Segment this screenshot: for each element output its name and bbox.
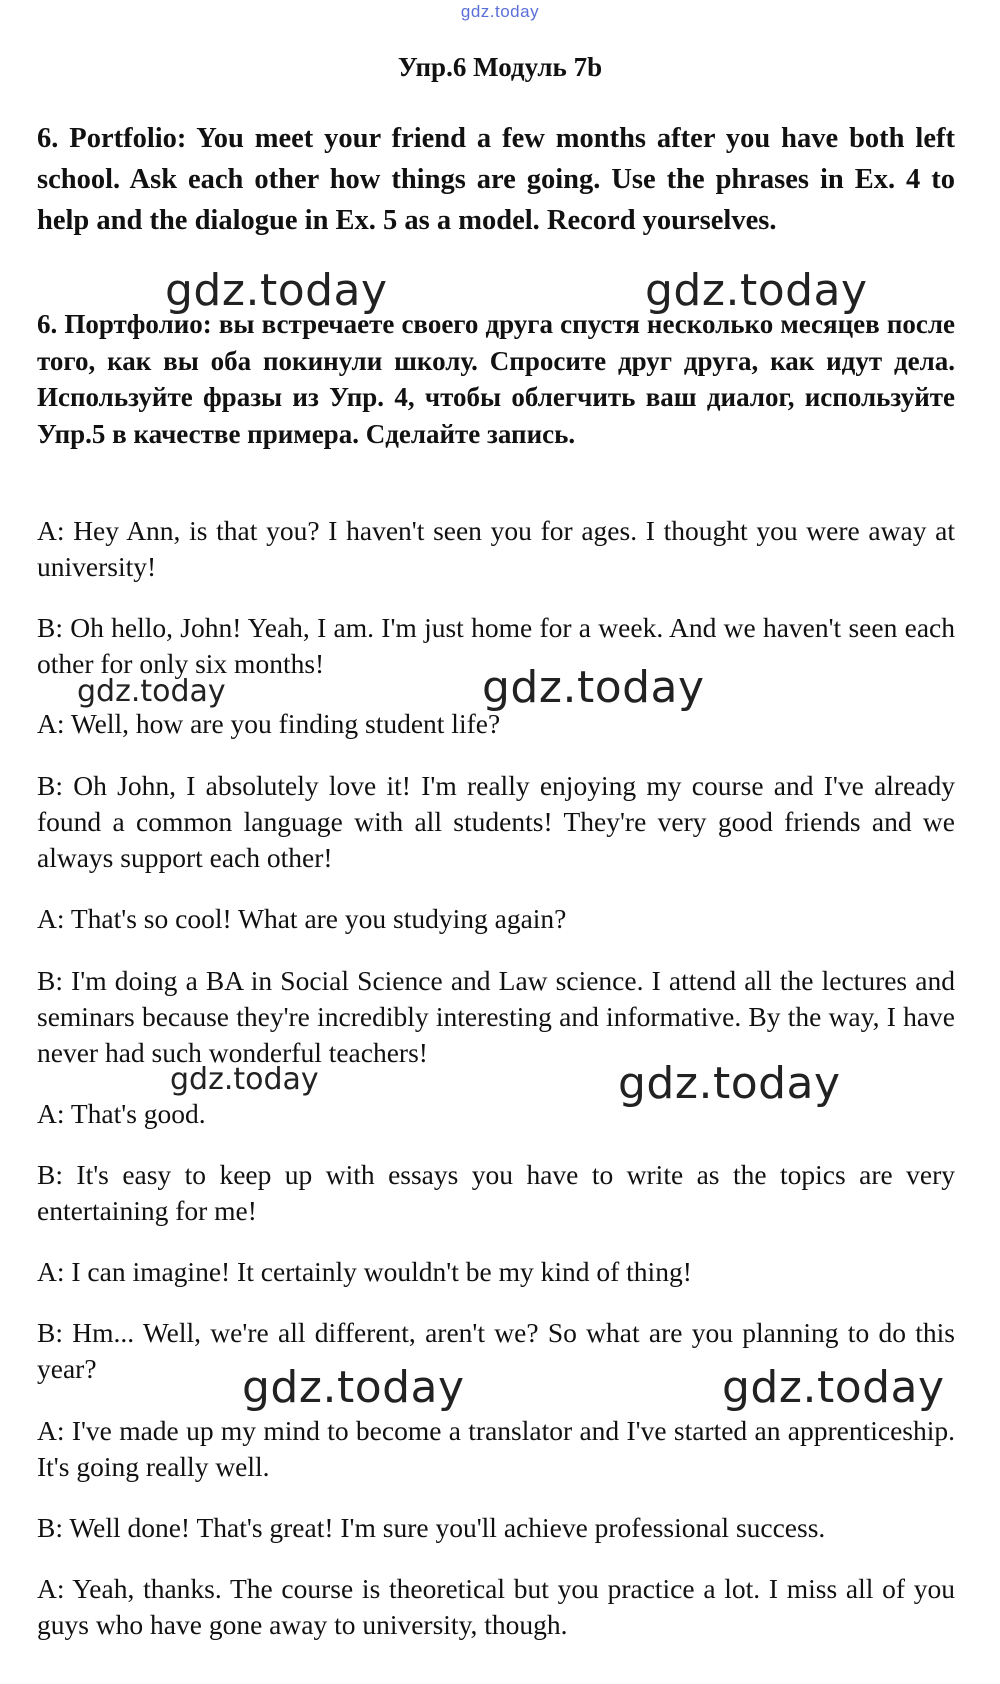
dialogue-line: B: Oh John, I absolutely love it! I'm really enjoying my course and I've already found a common language with all students! They're very good friends and we always support each other! <box>37 770 955 873</box>
watermark: gdz.today <box>170 1062 319 1097</box>
watermark: gdz.today <box>645 265 868 316</box>
dialogue-line: A: That's so cool! What are you studying again? <box>37 903 567 934</box>
task-english: 6. Portfolio: You meet your friend a few months after you have both left school. Ask each other how things are going. Use the phrases in Ex. 4 to help and the dialogue in Ex. 5 as a model. Record yourselves. <box>37 123 955 236</box>
page-title: Упр.6 Модуль 7b <box>397 52 603 82</box>
watermark: gdz.today <box>482 662 705 713</box>
watermark: gdz.today <box>165 265 388 316</box>
dialogue-line: A: Yeah, thanks. The course is theoretical but you practice a lot. I miss all of you guys who have gone away to university, though. <box>37 1573 955 1640</box>
dialogue-line: B: I'm doing a BA in Social Science and Law science. I attend all the lectures and seminars because they're incredibly interesting and informative. By the way, I have never had such wonderful teachers! <box>37 965 955 1068</box>
dialogue-line: B: It's easy to keep up with essays you have to write as the topics are very entertaining for me! <box>37 1159 955 1226</box>
dialogue-line: A: I've made up my mind to become a translator and I've started an apprenticeship. It's going really well. <box>37 1415 955 1482</box>
dialogue-line: A: I can imagine! It certainly wouldn't be my kind of thing! <box>37 1256 692 1287</box>
dialogue-line: A: That's good. <box>37 1098 206 1129</box>
task-russian: 6. Портфолио: вы встречаете своего друга спустя несколько месяцев после того, как вы оба покинули школу. Спросите друг друга, как идут дела. Используйте фразы из Упр. 4, чтобы облегчить ваш диалог, используйте Упр.5 в качестве примера. Сделайте запись. <box>37 309 955 449</box>
dialogue-line: B: Hm... Well, we're all different, aren't we? So what are you planning to do this year? <box>37 1317 955 1384</box>
site-tag: gdz.today <box>460 2 540 21</box>
watermark: gdz.today <box>722 1362 945 1413</box>
dialogue-line: A: Hey Ann, is that you? I haven't seen you for ages. I thought you were away at university! <box>37 515 955 582</box>
watermark: gdz.today <box>242 1362 465 1413</box>
watermark: gdz.today <box>618 1058 841 1109</box>
watermark: gdz.today <box>77 674 226 709</box>
dialogue-line: A: Well, how are you finding student life? <box>37 708 501 739</box>
dialogue-line: B: Well done! That's great! I'm sure you'll achieve professional success. <box>37 1512 826 1543</box>
dialogue-line: B: Oh hello, John! Yeah, I am. I'm just home for a week. And we haven't seen each other for only six months! <box>37 612 955 679</box>
